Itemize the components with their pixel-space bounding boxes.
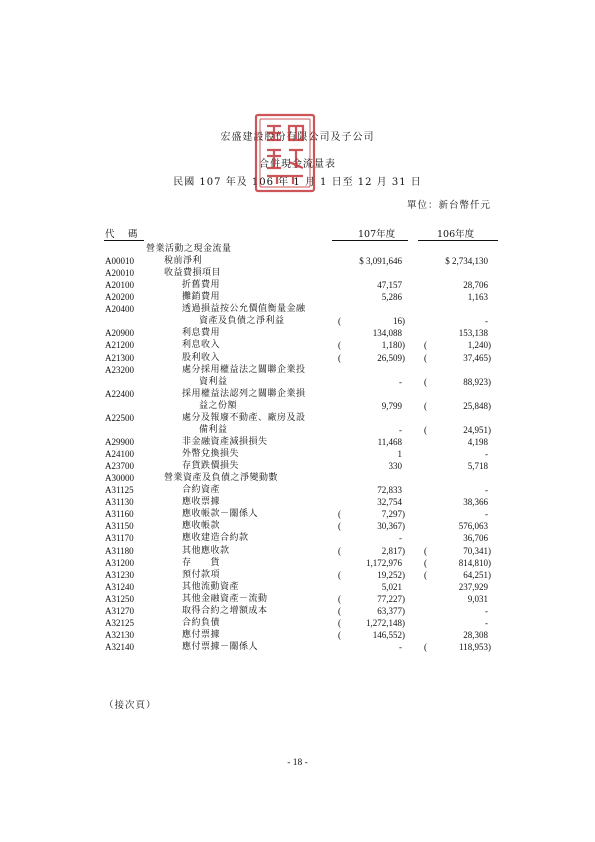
value-106: 64,251 xyxy=(463,569,488,580)
row-label: 稅前淨利 xyxy=(164,256,203,267)
close-paren: ) xyxy=(488,376,491,387)
value-106: 576,063 xyxy=(458,521,488,532)
open-paren: ( xyxy=(338,593,341,604)
value-107: 26,509 xyxy=(377,352,402,363)
value-106: $ 2,734,130 xyxy=(445,256,488,267)
table-row xyxy=(0,255,595,267)
row-code: A31160 xyxy=(105,509,134,520)
value-107: 32,754 xyxy=(377,497,402,508)
page-number: - 18 - xyxy=(287,758,308,768)
table-row xyxy=(0,400,595,412)
row-label: 應收建造合約款 xyxy=(182,533,249,544)
close-paren: ) xyxy=(402,629,405,640)
value-107: 1 xyxy=(397,449,402,460)
row-label: 取得合約之增額成本 xyxy=(182,605,268,616)
row-code: A30000 xyxy=(105,473,134,484)
close-paren: ) xyxy=(402,593,405,604)
row-label: 應付票據 xyxy=(182,629,221,640)
table-row xyxy=(0,303,595,315)
close-paren: ) xyxy=(402,340,405,351)
row-label: 資利益 xyxy=(199,376,228,387)
row-code: A23200 xyxy=(105,364,134,375)
table-row xyxy=(0,243,595,255)
row-code: A20900 xyxy=(105,328,134,339)
table-row xyxy=(0,508,595,520)
table-row xyxy=(0,436,595,448)
row-code: A20400 xyxy=(105,304,134,315)
close-paren: ) xyxy=(402,617,405,628)
table-row xyxy=(0,617,595,629)
table-row xyxy=(0,376,595,388)
close-paren: ) xyxy=(488,352,491,363)
continued-note: （接次頁） xyxy=(104,700,157,711)
value-107: 30,367 xyxy=(377,521,402,532)
table-row xyxy=(0,327,595,339)
value-106: 38,366 xyxy=(463,497,488,508)
row-label: 股利收入 xyxy=(182,352,221,363)
row-label: 預付款項 xyxy=(182,569,221,580)
row-label: 外幣兌換損失 xyxy=(182,449,240,460)
value-107: 16 xyxy=(393,316,402,327)
value-106: - xyxy=(485,605,488,616)
value-106: 237,929 xyxy=(458,581,488,592)
table-row xyxy=(0,412,595,424)
table-row xyxy=(0,460,595,472)
value-106: - xyxy=(485,485,488,496)
table-row xyxy=(0,472,595,484)
row-label: 合約資產 xyxy=(182,485,221,496)
value-107: 1,172,976 xyxy=(366,557,402,568)
value-106: 814,810 xyxy=(458,557,488,568)
open-paren: ( xyxy=(424,641,427,652)
table-row xyxy=(0,593,595,605)
value-106: 24,951 xyxy=(463,424,488,435)
row-label: 應付票據－關係人 xyxy=(182,641,259,652)
close-paren: ) xyxy=(488,569,491,580)
table-row xyxy=(0,605,595,617)
row-label: 折舊費用 xyxy=(182,280,221,291)
value-106: 118,953 xyxy=(459,641,488,652)
row-code: A20100 xyxy=(105,280,134,291)
row-label: 存貨跌價損失 xyxy=(182,461,240,472)
row-label: 營業活動之現金流量 xyxy=(146,244,232,254)
table-row xyxy=(0,484,595,496)
open-paren: ( xyxy=(424,557,427,568)
value-107: 1,180 xyxy=(381,340,402,351)
close-paren: ) xyxy=(402,352,405,363)
value-106: 70,341 xyxy=(463,545,488,556)
close-paren: ) xyxy=(402,569,405,580)
unit-label: 單位：新台幣仟元 xyxy=(406,200,491,211)
value-107: 2,817 xyxy=(381,545,402,556)
table-row xyxy=(0,267,595,279)
close-paren: ) xyxy=(402,509,405,520)
value-107: - xyxy=(399,641,402,652)
value-106: 88,923 xyxy=(463,376,488,387)
value-107: 134,088 xyxy=(372,328,402,339)
row-code: A20010 xyxy=(105,268,134,279)
row-code: A32140 xyxy=(105,641,134,652)
row-label: 其他流動資產 xyxy=(182,581,240,592)
table-row xyxy=(0,557,595,569)
column-header-code: 代 碼 xyxy=(105,229,140,240)
row-code: A00010 xyxy=(105,256,134,267)
column-header-107: 107年度 xyxy=(358,229,396,240)
value-107: 146,552 xyxy=(372,629,402,640)
open-paren: ( xyxy=(338,545,341,556)
table-row xyxy=(0,629,595,641)
table-row xyxy=(0,545,595,557)
value-107: 19,252 xyxy=(377,569,402,580)
value-106: 25,848 xyxy=(463,400,488,411)
value-106: 37,465 xyxy=(463,352,488,363)
table-row xyxy=(0,315,595,327)
open-paren: ( xyxy=(338,509,341,520)
value-106: 4,198 xyxy=(467,436,488,447)
value-106: - xyxy=(485,509,488,520)
row-label: 其他應收款 xyxy=(182,545,230,556)
row-label: 透過損益按公允價值衡量金融 xyxy=(182,304,306,315)
open-paren: ( xyxy=(424,376,427,387)
value-107: 47,157 xyxy=(377,280,402,291)
close-paren: ) xyxy=(488,424,491,435)
value-107: 77,227 xyxy=(377,593,402,604)
value-107: $ 3,091,646 xyxy=(359,256,402,267)
row-label: 應收帳款－關係人 xyxy=(182,509,259,520)
open-paren: ( xyxy=(424,545,427,556)
close-paren: ) xyxy=(488,340,491,351)
row-label: 益之份額 xyxy=(199,400,238,411)
row-code: A31270 xyxy=(105,605,134,616)
value-106: 36,706 xyxy=(463,533,488,544)
row-label: 存 貨 xyxy=(182,557,221,568)
table-row xyxy=(0,532,595,544)
row-label: 採用權益法認列之關聯企業損 xyxy=(182,388,306,399)
table-row xyxy=(0,279,595,291)
row-code: A31250 xyxy=(105,593,134,604)
open-paren: ( xyxy=(338,352,341,363)
table-row xyxy=(0,569,595,581)
row-code: A21300 xyxy=(105,352,134,363)
value-107: - xyxy=(399,533,402,544)
row-code: A21200 xyxy=(105,340,134,351)
open-paren: ( xyxy=(338,521,341,532)
row-code: A31170 xyxy=(105,533,134,544)
value-106: 1,240 xyxy=(467,340,488,351)
value-107: 1,272,148 xyxy=(366,617,402,628)
row-label: 營業資產及負債之淨變動數 xyxy=(164,473,279,484)
row-label: 利息費用 xyxy=(182,328,221,339)
company-name: 宏盛建設股份有限公司及子公司 xyxy=(220,132,375,143)
value-107: 5,021 xyxy=(381,581,402,592)
row-code: A31125 xyxy=(105,485,134,496)
table-row xyxy=(0,448,595,460)
row-label: 其他金融資產－流動 xyxy=(182,593,268,604)
row-code: A31200 xyxy=(105,557,134,568)
row-code: A22500 xyxy=(105,412,134,423)
close-paren: ) xyxy=(402,316,405,327)
value-106: 5,718 xyxy=(467,461,488,472)
row-code: A31180 xyxy=(105,545,134,556)
row-label: 處分採用權益法之關聯企業投 xyxy=(182,364,306,375)
row-label: 處分及報廢不動產、廠房及設 xyxy=(182,412,306,423)
close-paren: ) xyxy=(488,400,491,411)
value-107: 5,286 xyxy=(381,292,402,303)
close-paren: ) xyxy=(488,641,491,652)
row-code: A31150 xyxy=(105,521,134,532)
row-code: A24100 xyxy=(105,449,134,460)
table-row xyxy=(0,520,595,532)
value-107: 11,468 xyxy=(377,436,402,447)
table-row xyxy=(0,388,595,400)
table-row xyxy=(0,352,595,364)
open-paren: ( xyxy=(424,400,427,411)
value-107: 63,377 xyxy=(377,605,402,616)
table-row xyxy=(0,641,595,653)
row-label: 合約負債 xyxy=(182,617,221,628)
value-106: - xyxy=(485,617,488,628)
code-column-rule xyxy=(104,240,144,241)
open-paren: ( xyxy=(338,569,341,580)
statement-title: 合併現金流量表 xyxy=(259,159,336,170)
value-106: 28,706 xyxy=(463,280,488,291)
row-label: 非金融資產減損損失 xyxy=(182,436,268,447)
open-paren: ( xyxy=(338,605,341,616)
row-code: A29900 xyxy=(105,436,134,447)
column-header-106: 106年度 xyxy=(437,229,475,240)
row-code: A32125 xyxy=(105,617,134,628)
value-107: - xyxy=(399,424,402,435)
row-label: 備利益 xyxy=(199,424,228,435)
open-paren: ( xyxy=(424,569,427,580)
value-107: 7,297 xyxy=(381,509,402,520)
column-107-rule xyxy=(332,240,408,241)
row-code: A31240 xyxy=(105,581,134,592)
table-row xyxy=(0,291,595,303)
table-row xyxy=(0,496,595,508)
row-code: A32130 xyxy=(105,629,134,640)
value-106: 9,031 xyxy=(467,593,488,604)
value-106: 153,138 xyxy=(458,328,488,339)
table-row xyxy=(0,424,595,436)
table-row xyxy=(0,339,595,351)
value-106: - xyxy=(485,316,488,327)
table-row xyxy=(0,581,595,593)
column-106-rule xyxy=(418,240,498,241)
value-106: 28,308 xyxy=(463,629,488,640)
row-code: A31130 xyxy=(105,497,134,508)
open-paren: ( xyxy=(338,629,341,640)
row-label: 利息收入 xyxy=(182,340,221,351)
open-paren: ( xyxy=(338,617,341,628)
row-label: 資產及負債之淨利益 xyxy=(199,316,285,327)
row-code: A22400 xyxy=(105,388,134,399)
value-107: 72,833 xyxy=(377,485,402,496)
close-paren: ) xyxy=(402,545,405,556)
row-code: A23700 xyxy=(105,461,134,472)
close-paren: ) xyxy=(402,605,405,616)
close-paren: ) xyxy=(488,557,491,568)
value-107: 330 xyxy=(388,461,402,472)
open-paren: ( xyxy=(338,340,341,351)
table-row xyxy=(0,364,595,376)
row-code: A20200 xyxy=(105,292,134,303)
value-106: 1,163 xyxy=(467,292,488,303)
row-label: 應收帳款 xyxy=(182,521,221,532)
row-code: A31230 xyxy=(105,569,134,580)
statement-period: 民國 107 年及 106 年 1 月 1 日至 12 月 31 日 xyxy=(173,177,422,188)
row-label: 應收票據 xyxy=(182,497,221,508)
open-paren: ( xyxy=(338,316,341,327)
value-107: 9,799 xyxy=(381,400,402,411)
open-paren: ( xyxy=(424,424,427,435)
value-107: - xyxy=(399,376,402,387)
value-106: - xyxy=(485,449,488,460)
row-label: 攤銷費用 xyxy=(182,292,221,303)
row-label: 收益費損項目 xyxy=(164,268,222,279)
open-paren: ( xyxy=(424,352,427,363)
close-paren: ) xyxy=(488,545,491,556)
close-paren: ) xyxy=(402,521,405,532)
open-paren: ( xyxy=(424,340,427,351)
